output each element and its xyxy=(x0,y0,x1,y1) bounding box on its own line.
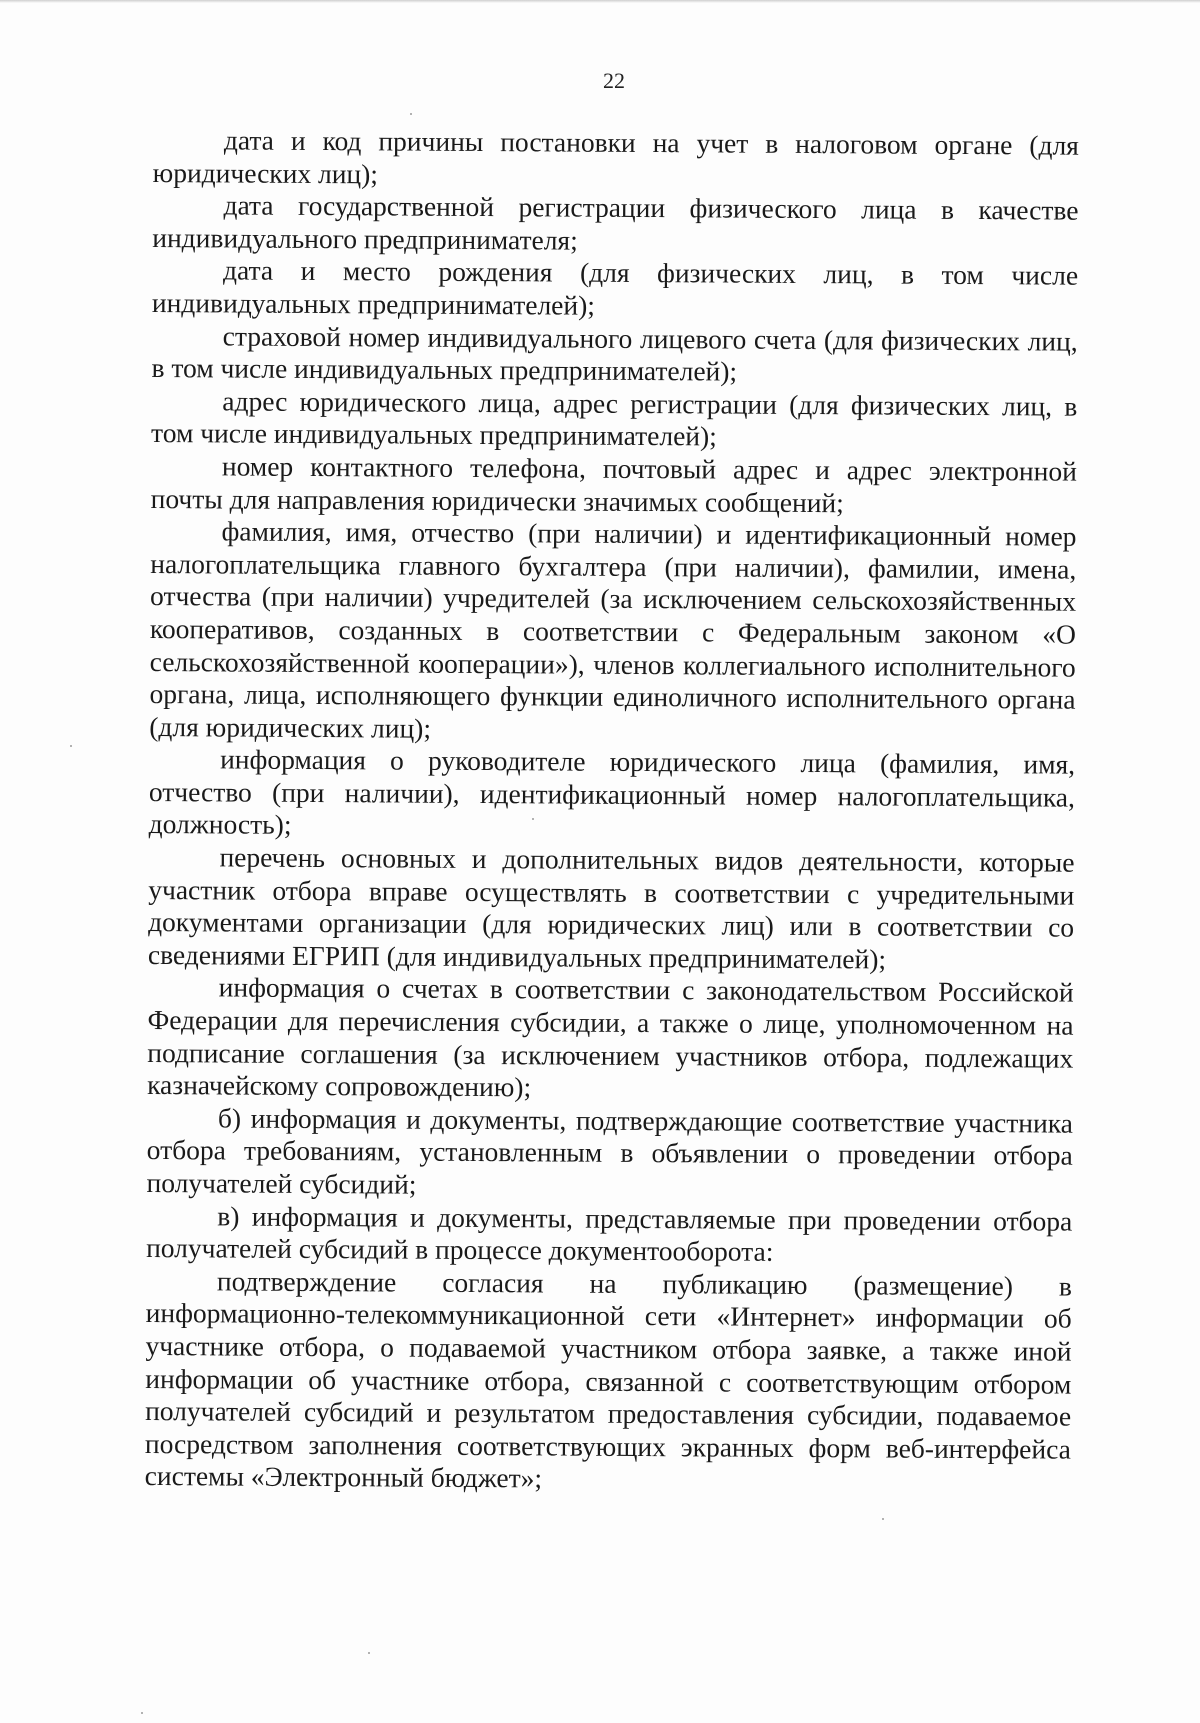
paragraph-accountant-founders: фамилия, имя, отчество (при наличии) и идентификационный номер налогоплательщика главного бухгалтера (при наличии), фамилии, имена, отчества (при наличии) учредителей (за исключением сельскохозяйственных кооперативов, созданных в соответствии с Федеральным законом «О сельскохозяйственной кооперации»), членов коллегиального исполнительного органа, лица, исполняющего функции единоличного исполнительного органа (для юридических лиц); xyxy=(149,515,1077,744)
paragraph-item-v: в) информация и документы, представляемые при проведении отбора получателей субсидий в процессе документооборота: xyxy=(146,1200,1073,1267)
paragraph-item-b: б) информация и документы, подтверждающие соответствие участника отбора требованиям, установленным в объявлении о проведении отбора получателей субсидий; xyxy=(146,1102,1074,1200)
paragraph-snils: страховой номер индивидуального лицевого счета (для физических лиц, в том числе индивидуальных предпринимателей); xyxy=(151,319,1078,387)
scan-speck xyxy=(410,113,412,115)
paragraph-accounts: информация о счетах в соответствии с законодательством Российской Федерации для перечисления субсидии, а также о лице, уполномоченном на подписание соглашения (за исключением участников отбора, подлежащих казначейскому сопровождению); xyxy=(147,971,1074,1103)
scan-top-edge xyxy=(0,0,1200,3)
scan-speck xyxy=(70,745,72,747)
paragraph-ip-registration-date: дата государственной регистрации физического лица в качестве индивидуального предпринимателя; xyxy=(152,189,1079,256)
paragraph-birth-date-place: дата и место рождения (для физических лиц, в том числе индивидуальных предпринимателей); xyxy=(151,254,1079,321)
document-body xyxy=(145,124,1079,1499)
paragraph-head-info: информация о руководителе юридического лица (фамилия, имя, отчество (при наличии), идентификационный номер налогоплательщика, должность); xyxy=(148,743,1076,841)
paragraph-activities: перечень основных и дополнительных видов деятельности, которые участник отбора вправе осуществлять в соответствии с учредительными документами организации (для юридических лиц) или в соответствии со сведениями ЕГРИП (для индивидуальных предпринимателей); xyxy=(147,841,1075,975)
paragraph-publication-consent: подтверждение согласия на публикацию (размещение) в информационно-телекоммуникационной сети «Интернет» информации об участнике отбора, о подаваемой участником отбора заявке, а также иной информации об участнике отбора, связанной с соответствующим отбором получателей субсидий и результатом предоставления субсидии, подаваемое посредством заполнения соответствующих экранных форм веб-интерфейса системы «Электронный бюджет»; xyxy=(144,1265,1073,1494)
paragraph-tax-registration: дата и код причины постановки на учет в налоговом органе (для юридических лиц); xyxy=(152,124,1079,189)
paragraph-contacts: номер контактного телефона, почтовый адрес и адрес электронной почты для направления юридически значимых сообщений; xyxy=(150,450,1077,518)
scan-speck xyxy=(882,1518,884,1520)
scan-speck xyxy=(532,818,534,820)
scan-speck xyxy=(368,1652,370,1654)
paragraph-address: адрес юридического лица, адрес регистрации (для физических лиц, в том числе индивидуальных предпринимателей); xyxy=(151,385,1078,452)
page-number: 22 xyxy=(603,68,625,93)
scan-speck xyxy=(141,1712,143,1714)
